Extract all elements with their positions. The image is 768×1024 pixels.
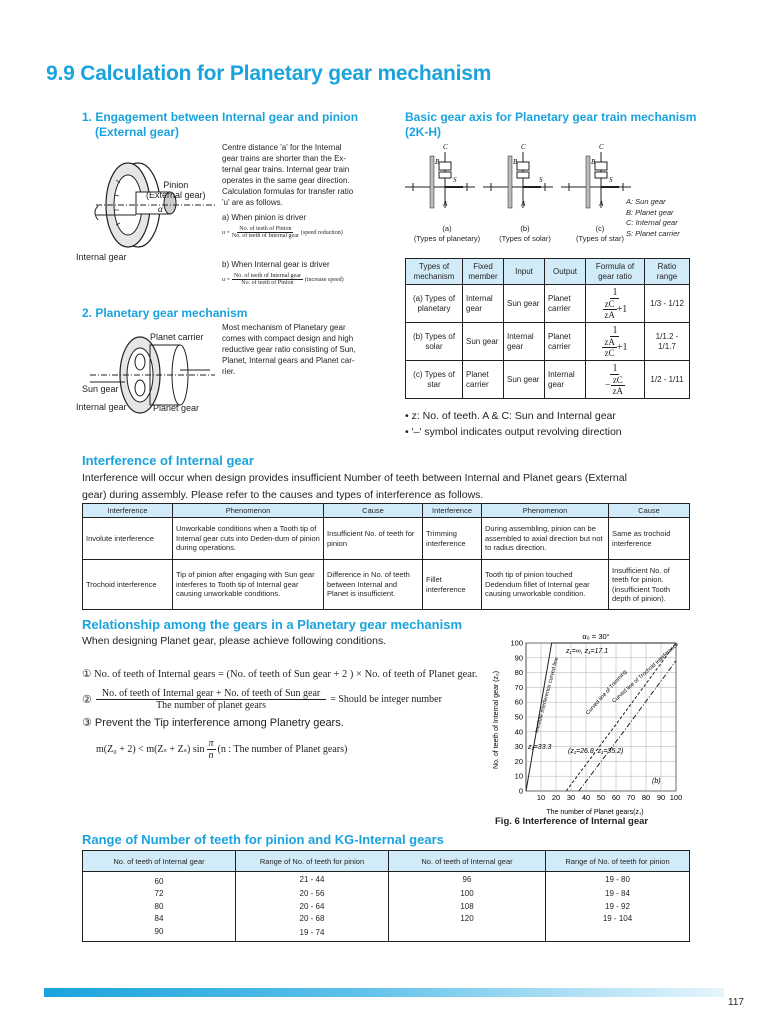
table-row: 80 20 - 64 108 19 - 92 — [83, 900, 690, 913]
chart-ytick-label: 40 — [514, 727, 523, 737]
sun-gear-label: Sun gear — [82, 384, 119, 394]
chart-annotation: z₁=∞, z₁=17.1 — [566, 648, 609, 655]
chart-ylabel: No. of teeth of Internal gear (z₂) — [493, 670, 500, 770]
internal-gear-label-2: Internal gear — [76, 402, 127, 412]
table-row: Involute interference Unworkable conditions when a Tooth tip of Internal gear cuts into Deden-dum of pinion during operations. Insufficient No. of teeth for pinion Trimming interference During assembling, pinion can be assembled to axial direction but not to radius direction. Same as trochoid interference — [83, 518, 690, 560]
chart-xtick-label: 100 — [669, 793, 683, 802]
chart-caption: Fig. 6 Interference of Internal gear — [495, 816, 649, 827]
gear-axis-diagrams — [405, 142, 633, 224]
range-heading: Range of Number of teeth for pinion and KG-Internal gears — [82, 832, 444, 847]
table-row: Trochoid interference Tip of pinion after engaging with Sun gear interferes to Tooth tip of Internal gear causing unworkable conditions. Difference in No. of teeth between Internal and Planet is insufficient. Fillet interference Tooth tip of pinion touched Dedendum fillet of Internal gear causing unworkable condition. Insufficient No. of teeth for pinion. (insufficient Tooth depth of pinion). — [83, 560, 690, 610]
relationship-intro: When designing Planet gear, please achieve following conditions. — [82, 635, 387, 647]
page-title: 9.9 Calculation for Planetary gear mechanism — [46, 62, 492, 85]
label-a-c: A — [599, 200, 604, 208]
formula-pinion-driver: u = $\frac{\text{No. of teeth of Pinion}}{\text{No. of teeth of Internal gear}}$ (speed reduction) — [222, 226, 343, 239]
label-a-a: A — [443, 200, 448, 208]
chart-ytick-label: 100 — [510, 638, 523, 648]
chart-series-label: Curved line of Trochoid interference — [611, 641, 681, 705]
chart-xtick-label: 40 — [581, 793, 591, 802]
chart-xtick-label: 90 — [656, 793, 666, 802]
diagram-a-caption: (a) (Types of planetary) — [413, 224, 481, 243]
planet-carrier-label: Planet carrier — [150, 332, 204, 342]
chart-xlabel: The number of Planet gears(z₁) — [546, 809, 644, 816]
ratio-notes: • z: No. of teeth. A & C: Sun and Internal gear • '–' symbol indicates output revolving direction — [405, 410, 622, 438]
chart-series-label: Curved line of Trimming — [585, 669, 629, 717]
table-row: 60 21 - 44 96 19 - 80 — [83, 872, 690, 888]
gear-axis-diagram-c — [561, 152, 631, 208]
col-fixed: Fixed member — [463, 259, 504, 285]
col-formula: Formula of gear ratio — [586, 259, 645, 285]
chart-xtick-label: 80 — [641, 793, 651, 802]
interference-text: Interference will occur when design provides insufficient Number of teeth between Internal and Planet gears (External gear) during assembly. Please refer to the causes and types of interference as follows. — [82, 472, 627, 501]
section2-heading: 2. Planetary gear mechanism — [82, 306, 248, 320]
table-row: 90 19 - 74 — [83, 925, 690, 941]
page-number: 117 — [728, 997, 744, 1008]
condition-3: ③ Prevent the Tip interference among Planetry gears. — [82, 717, 344, 729]
chart-plot-area — [510, 639, 682, 803]
chart-ytick-label: 20 — [514, 756, 523, 766]
chart-annotation: z₁=33.3 — [528, 744, 552, 751]
col-range: Ratio range — [645, 259, 690, 285]
relationship-heading: Relationship among the gears in a Planetary gear mechanism — [82, 617, 463, 632]
label-s-c: S — [609, 176, 613, 184]
chart-ytick-label: 70 — [514, 682, 523, 692]
svg-text:α: α — [158, 204, 163, 214]
gear-ratio-table — [405, 258, 690, 399]
table-row: 84 20 - 68 120 19 - 104 — [83, 913, 690, 926]
col-output: Output — [545, 259, 586, 285]
chart-xtick-label: 70 — [626, 793, 636, 802]
gear-legend: A: Sun gear B: Planet gear C: Internal gear S: Planet carrier — [626, 197, 680, 238]
gear-axis-diagram-b — [483, 152, 553, 208]
chart-ytick-label: 10 — [514, 771, 523, 781]
condition-1: ① No. of teeth of Internal gears = (No. of teeth of Sun gear + 2 ) × No. of teeth of Planet gear. — [82, 669, 478, 680]
interference-heading: Interference of Internal gear — [82, 453, 254, 468]
diagram-c-caption: (c) (Types of star) — [576, 224, 624, 243]
col-type: Types of mechanism — [406, 259, 463, 285]
chart-xtick-label: 30 — [566, 793, 576, 802]
gear-axis-diagram-a — [405, 152, 475, 208]
pinion-label: Pinion (External gear) — [146, 180, 206, 200]
table-row: (c) Types of star Planet carrier Sun gear Internal gear 1 − $\frac{zC}{zA}$ 1/2 - 1/11 — [406, 361, 690, 399]
condition-2: ② $\frac{\text{No. of teeth of Internal gear + No. of teeth of Sun gear}}{\text{The number of planet gears}}$ = Should be integer number — [82, 688, 442, 711]
footer-bar — [44, 988, 724, 997]
gear-ratio-formula: 1 − $\frac{zC}{zA}$ — [586, 361, 645, 399]
chart-ytick-label: 50 — [514, 712, 523, 722]
label-c-c: C — [599, 143, 604, 151]
interference-table: Interference Phenomenon Cause Interference Phenomenon Cause Involute interference Unworkable conditions when a Tooth tip of Internal gear cuts into Deden-dum of pinion during operations. Insufficient No. of teeth for pinion Trimming interference During assembling, pinion can be assembled to axial direction but not to radius direction. Same as trochoid interference Trochoid interference Tip of pinion after engaging with Sun gear interferes to Tooth tip of Internal gear causing unworkable conditions. Difference in No. of teeth between Internal and Planet is insufficient. Fillet interference Tooth tip of pinion touched Dedendum fillet of Internal gear causing unworkable condition. Insufficient No. of teeth for pinion. (insufficient Tooth depth of pinion). — [82, 503, 690, 610]
label-c-b: C — [521, 143, 526, 151]
chart-ytick-label: 0 — [518, 786, 523, 796]
formula-internal-driver: u = $\frac{\text{No. of teeth of Internal gear}}{\text{No. of teeth of Pinion}}$ (increase speed) — [222, 273, 344, 286]
range-table: No. of teeth of Internal gear Range of No. of teeth for pinion No. of teeth of Internal gear Range of No. of teeth for pinion 60 21 - 44 96 19 - 80 72 20 - 56 100 19 - 84 80 20 - 64 108 19 - 92 84 20 - 68 120 19 - 104 90 19 - 74 — [82, 850, 690, 942]
interference-chart — [490, 630, 690, 820]
case-b-label: b) When Internal gear is driver — [222, 260, 330, 269]
chart-xtick-label: 60 — [611, 793, 621, 802]
chart-ytick-label: 60 — [514, 697, 523, 707]
label-c-a: C — [443, 143, 448, 151]
section1-text: Centre distance 'a' for the Internal gear trains are shorter than the Ex- ternal gear trains. Internal gear train operates in the same gear direction. Calculation formulas for transfer ratio 'u' are as follows. — [222, 143, 354, 207]
chart-xtick-label: 50 — [596, 793, 606, 802]
label-s-b: S — [539, 176, 543, 184]
gear-ratio-formula: 1 $\frac{zC}{zA}$ +1 — [586, 285, 645, 323]
col-input: Input — [504, 259, 545, 285]
condition-3-formula: m(Z₀ + 2) < m(Zₛ + Zₛ) sin $\frac{\pi}{n}$ (n : The number of Planet gears) — [96, 738, 348, 761]
chart-annotation: (b) — [652, 778, 661, 785]
chart-title: α₀ = 30° — [582, 632, 610, 641]
label-b-a: B — [435, 158, 440, 166]
internal-gear-label: Internal gear — [76, 252, 127, 262]
gear-ratio-formula: 1 $\frac{zA}{zC}$ +1 — [586, 323, 645, 361]
table-row: 72 20 - 56 100 19 - 84 — [83, 888, 690, 901]
label-b-c: B — [591, 158, 596, 166]
case-a-label: a) When pinion is driver — [222, 213, 307, 222]
section1-heading: 1. Engagement between Internal gear and pinion (External gear) — [82, 110, 359, 139]
chart-ytick-label: 90 — [514, 653, 523, 663]
label-s-a: S — [453, 176, 457, 184]
planet-gear-label: Planet gear — [153, 403, 200, 413]
basic-gear-heading: Basic gear axis for Planetary gear train mechanism (2K-H) — [405, 110, 697, 139]
table-row: (a) Types of planetary Internal gear Sun gear Planet carrier 1 $\frac{zC}{zA}$ +1 1/3 - 1/12 — [406, 285, 690, 323]
label-b-b: B — [513, 158, 518, 166]
section2-text: Most mechanism of Planetary gear comes with compact design and high reductive gear ratio consisting of Sun, Planet, Internal gears and Planet car- rier. — [222, 323, 356, 376]
gear-axis-captions — [408, 224, 636, 244]
chart-ytick-label: 80 — [514, 668, 523, 678]
chart-xtick-label: 10 — [536, 793, 546, 802]
diagram-b-caption: (b) (Types of solar) — [499, 224, 551, 243]
label-a-b: A — [521, 200, 526, 208]
chart-xtick-label: 20 — [551, 793, 561, 802]
table-row: (b) Types of solar Sun gear Internal gear Planet carrier 1 $\frac{zA}{zC}$ +1 1/1.2 - 1/1.7 — [406, 323, 690, 361]
chart-series-label: Involute interference curved line — [534, 656, 561, 734]
chart-ytick-label: 30 — [514, 742, 523, 752]
chart-annotation: (z₁=26.8, z₁=35.2) — [568, 748, 624, 755]
